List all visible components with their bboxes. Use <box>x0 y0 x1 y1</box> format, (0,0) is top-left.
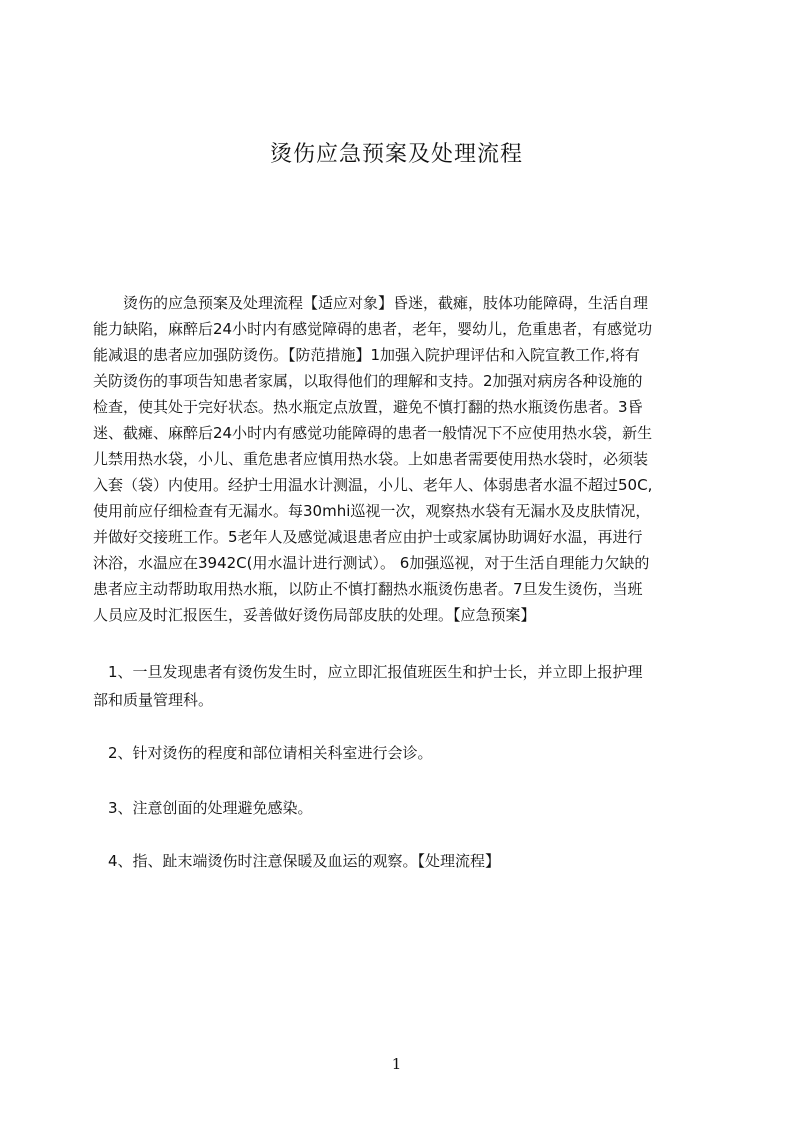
paragraph-line: 关防烫伤的事项告知患者家属，以取得他们的理解和支持。2加强对病房各种设施的 <box>93 372 643 390</box>
paragraph-line: 使用前应仔细检查有无漏水。每30mhi巡视一次，观察热水袋有无漏水及皮肤情况， <box>93 502 651 520</box>
paragraph-line: 能减退的患者应加强防烫伤。【防范措施】1加强入院护理评估和入院宣教工作,将有 <box>93 346 640 364</box>
paragraph-line: 沐浴，水温应在3942C(用水温计进行测试）。 6加强巡视，对于生活自理能力欠缺的 <box>93 554 650 572</box>
paragraph-line: 迷、截瘫、麻醉后24小时内有感觉功能障碍的患者一般情况下不应使用热水袋，新生 <box>93 424 653 442</box>
page-number: 1 <box>391 1055 402 1073</box>
paragraph-line: 检查，使其处于完好状态。热水瓶定点放置，避免不慎打翻的热水瓶烫伤患者。3昏 <box>93 398 643 416</box>
emergency-step-3 <box>93 794 713 822</box>
page-title: 烫伤应急预案及处理流程 <box>269 142 523 167</box>
paragraph-line: 部和质量管理科。 <box>93 691 214 709</box>
paragraph-line: 并做好交接班工作。5老年人及感觉减退患者应由护士或家属协助调好水温，再进行 <box>93 528 643 546</box>
emergency-step-1 <box>93 658 713 714</box>
emergency-step-2 <box>93 739 713 767</box>
paragraph-line: 儿禁用热水袋，小儿、重危患者应慎用热水袋。上如患者需要使用热水袋时，必须装 <box>93 450 649 468</box>
paragraph-line: 1、一旦发现患者有烫伤发生时，应立即汇报值班医生和护士长，并立即上报护理 <box>93 663 643 681</box>
emergency-step-4 <box>93 847 713 875</box>
paragraph-line: 入套（袋）内使用。经护士用温水计测温，小儿、老年人、体弱患者水温不超过50C, <box>93 476 653 494</box>
paragraph-line: 患者应主动帮助取用热水瓶，以防止不慎打翻热水瓶烫伤患者。7旦发生烫伤，当班 <box>93 580 643 598</box>
paragraph-line: 3、注意创面的处理避免感染。 <box>93 799 313 817</box>
paragraph-line: 烫伤的应急预案及处理流程【适应对象】昏迷，截瘫，肢体功能障碍，生活自理 <box>93 294 649 312</box>
paragraph-line: 4、指、趾末端烫伤时注意保暖及血运的观察。【处理流程】 <box>93 852 501 870</box>
intro-paragraph <box>93 290 705 628</box>
paragraph-line: 能力缺陷，麻醉后24小时内有感觉障碍的患者，老年，婴幼儿，危重患者，有感觉功 <box>93 320 653 338</box>
paragraph-line: 2、针对烫伤的程度和部位请相关科室进行会诊。 <box>93 744 433 762</box>
paragraph-line: 人员应及时汇报医生，妥善做好烫伤局部皮肤的处理。【应急预案】 <box>93 606 536 624</box>
